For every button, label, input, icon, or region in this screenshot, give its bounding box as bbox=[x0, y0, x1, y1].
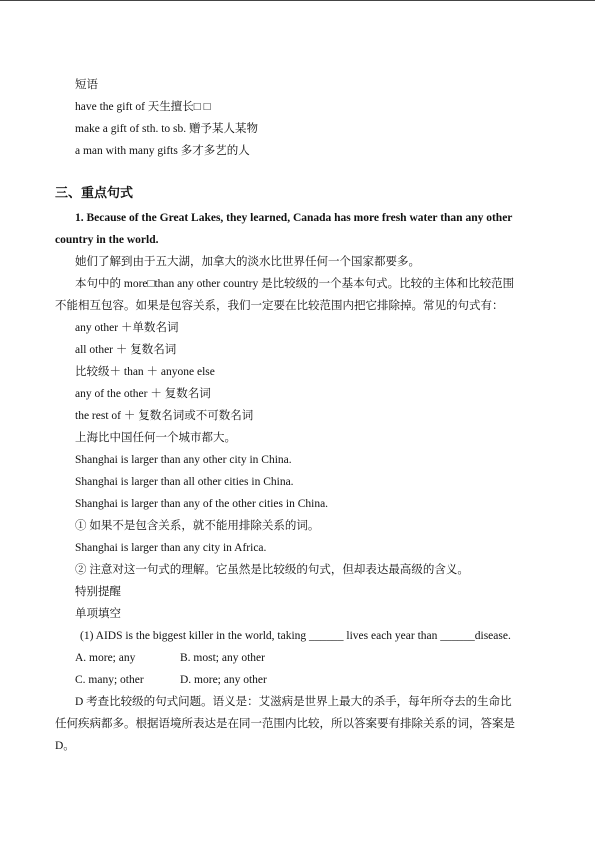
explanation-line2: 不能相互包容。如果是包容关系，我们一定要在比较范围内把它排除掉。常见的句式有： bbox=[55, 300, 504, 312]
example-english: Shanghai is larger than all other cities in China. bbox=[75, 476, 294, 488]
top-rule bbox=[0, 0, 595, 1]
answer-line2: 任何疾病都多。根据语境所表达是在同一范围内比较，所以答案要有排除关系的词，答案是 bbox=[55, 718, 515, 730]
option-b: B. most; any other bbox=[180, 652, 265, 664]
sentence-translation: 她们了解到由于五大湖，加拿大的淡水比世界任何一个国家都要多。 bbox=[75, 256, 420, 268]
pattern-item: 比较级＋ than ＋ anyone else bbox=[75, 366, 215, 378]
reminder-label: 特别提醒 bbox=[75, 586, 121, 598]
option-c: C. many; other bbox=[75, 674, 144, 686]
pattern-item: the rest of ＋ 复数名词或不可数名词 bbox=[75, 410, 254, 422]
example-english: Shanghai is larger than any other city in China. bbox=[75, 454, 292, 466]
note-2: ② 注意对这一句式的理解。它虽然是比较级的句式，但却表达最高级的含义。 bbox=[75, 564, 469, 576]
pattern-item: any of the other ＋ 复数名词 bbox=[75, 388, 211, 400]
pattern-item: all other ＋ 复数名词 bbox=[75, 344, 177, 356]
pattern-item: any other ＋单数名词 bbox=[75, 322, 179, 334]
sentence-english-line2: country in the world. bbox=[55, 234, 159, 246]
phrase-item: make a gift of sth. to sb. 赠予某人某物 bbox=[75, 123, 259, 135]
exercise-question: (1) AIDS is the biggest killer in the world, taking ______ lives each year than ______disease. bbox=[80, 630, 511, 642]
example-english: Shanghai is larger than any of the other cities in China. bbox=[75, 498, 329, 510]
explanation-line1: 本句中的 more□than any other country 是比较级的一个基本句式。比较的主体和比较范围 bbox=[75, 278, 515, 290]
phrases-label: 短语 bbox=[75, 79, 98, 91]
example-chinese: 上海比中国任何一个城市都大。 bbox=[75, 432, 236, 444]
section-title: 三、重点句式 bbox=[55, 186, 134, 201]
sentence-english-line1: 1. Because of the Great Lakes, they learned, Canada has more fresh water than any other bbox=[75, 212, 513, 224]
phrase-item: a man with many gifts 多才多艺的人 bbox=[75, 145, 250, 157]
exercise-type: 单项填空 bbox=[75, 608, 121, 620]
note-1-example: Shanghai is larger than any city in Africa. bbox=[75, 542, 267, 554]
answer-line1: D 考查比较级的句式问题。语义是：艾滋病是世界上最大的杀手，每年所夺去的生命比 bbox=[75, 696, 512, 708]
phrase-item: have the gift of 天生擅长□ □ bbox=[75, 101, 211, 113]
answer-line3: D。 bbox=[55, 740, 75, 752]
option-a: A. more; any bbox=[75, 652, 136, 664]
option-d: D. more; any other bbox=[180, 674, 267, 686]
note-1: ① 如果不是包含关系，就不能用排除关系的词。 bbox=[75, 520, 320, 532]
